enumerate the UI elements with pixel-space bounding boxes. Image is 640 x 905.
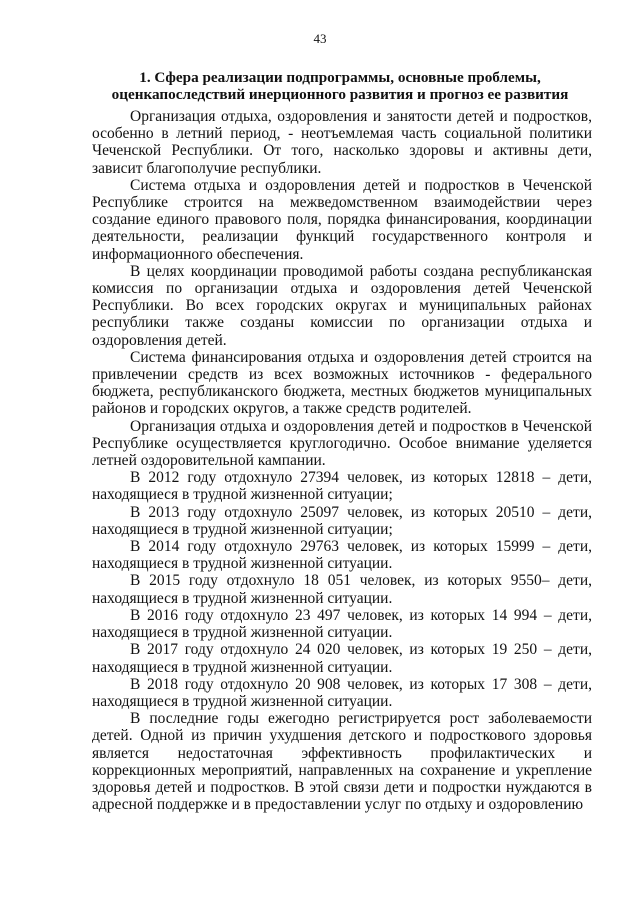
paragraph-health-support: В последние годы ежегодно регистрируется рост заболеваемости детей. Одной из причин ухудшения детского и подросткового здоровья является недостаточная эффективность профилактических и коррекционных мероприятий, направленных на сохранение и укрепление здоровья детей и подростков. В этой связи дети и подростки нуждаются в адресной поддержке и в предоставлении услуг по отдыху и оздоровлению (92, 710, 592, 814)
paragraph-year-2015: В 2015 году отдохнуло 18 051 человек, из которых 9550– дети, находящиеся в трудной жизненной ситуации. (92, 572, 592, 607)
paragraph-year-2014: В 2014 году отдохнуло 29763 человек, из которых 15999 – дети, находящиеся в трудной жизненной ситуации. (92, 538, 592, 573)
paragraph-social-policy: Организация отдыха, оздоровления и занятости детей и подростков, особенно в летний период, - неотъемлемая часть социальной политики Чеченской Республики. От того, насколько здоровы и активны дети, зависит благополучие республики. (92, 108, 592, 177)
body-text (92, 108, 592, 813)
paragraph-interagency-system: Система отдыха и оздоровления детей и подростков в Чеченской Республике строится на межведомственном взаимодействии через создание единого правового поля, порядка финансирования, координации деятельности, реализации функций государственного контроля и информационного обеспечения. (92, 176, 592, 263)
paragraph-year-round: Организация отдыха и оздоровления детей и подростков в Чеченской Республике осуществляется круглогодично. Особое внимание уделяется летней оздоровительной кампании. (92, 417, 592, 470)
section-heading-line-1: 1. Сфера реализации подпрограммы, основные проблемы, (139, 69, 541, 86)
paragraph-year-2013: В 2013 году отдохнуло 25097 человек, из которых 20510 – дети, находящиеся в трудной жизненной ситуации; (92, 503, 592, 538)
paragraph-financing: Система финансирования отдыха и оздоровления детей строится на привлечении средств из всех возможных источников - федерального бюджета, республиканского бюджета, местных бюджетов муниципальных районов и городских округов, а также средств родителей. (92, 348, 592, 418)
paragraph-year-2017: В 2017 году отдохнуло 24 020 человек, из которых 19 250 – дети, находящиеся в трудной жизненной ситуации. (92, 641, 592, 676)
section-heading-line-2: оценкапоследствий инерционного развития и прогноз ее развития (111, 86, 569, 103)
paragraph-year-2012: В 2012 году отдохнуло 27394 человек, из которых 12818 – дети, находящиеся в трудной жизненной ситуации; (92, 469, 592, 504)
section-heading (92, 69, 588, 103)
paragraph-commission: В целях координации проводимой работы создана республиканская комиссия по организации отдыха и оздоровления детей Чеченской Республики. Во всех городских округах и муниципальных районах республики также созданы комиссии по организации отдыха и оздоровления детей. (92, 262, 592, 349)
paragraph-year-2016: В 2016 году отдохнуло 23 497 человек, из которых 14 994 – дети, находящиеся в трудной жизненной ситуации. (92, 606, 592, 642)
paragraph-year-2018: В 2018 году отдохнуло 20 908 человек, из которых 17 308 – дети, находящиеся в трудной жизненной ситуации. (92, 675, 592, 710)
page-number: 43 (313, 31, 327, 46)
